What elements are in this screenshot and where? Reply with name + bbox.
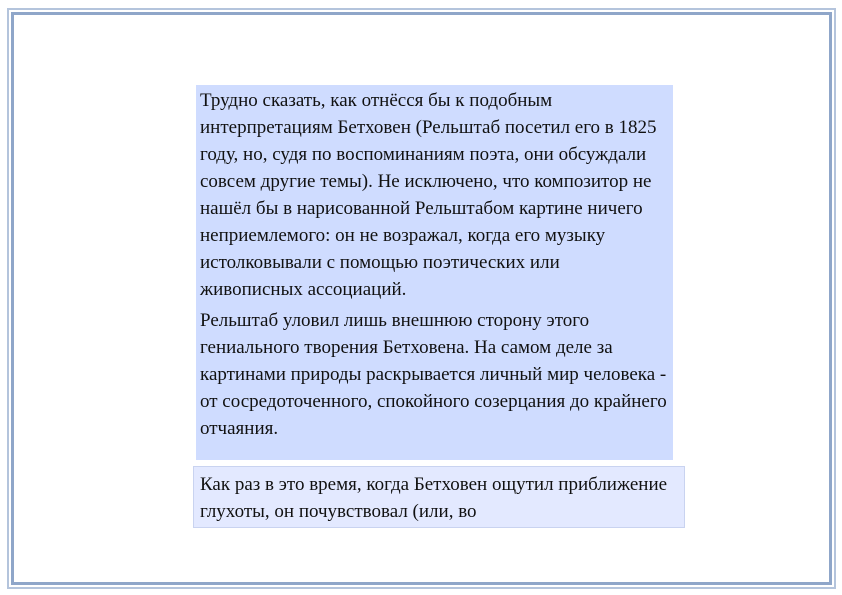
main-text-block bbox=[196, 85, 673, 460]
continuation-text-block bbox=[193, 466, 685, 528]
paragraph-2: Рельштаб уловил лишь внешнюю сторону этого гениального творения Бетховена. На самом деле за картинами природы раскрывается личный мир человека - от сосредоточенного, спокойного созерцания до крайнего отчаяния. bbox=[200, 310, 667, 439]
paragraph-3: Как раз в это время, когда Бетховен ощутил приближение глухоты, он почувствовал (или, во bbox=[200, 474, 668, 522]
paragraph-1: Трудно сказать, как отнёсся бы к подобным интерпретациям Бетховен (Рельштаб посетил его в 1825 году, но, судя по воспоминаниям поэта, они обсуждали совсем другие темы). Не исключено, что композитор не нашёл бы в нарисованной Рельштабом картине ничего неприемлемого: он не возражал, когда его музыку истолковывали с помощью поэтических или живописных ассоциаций. bbox=[200, 90, 657, 300]
